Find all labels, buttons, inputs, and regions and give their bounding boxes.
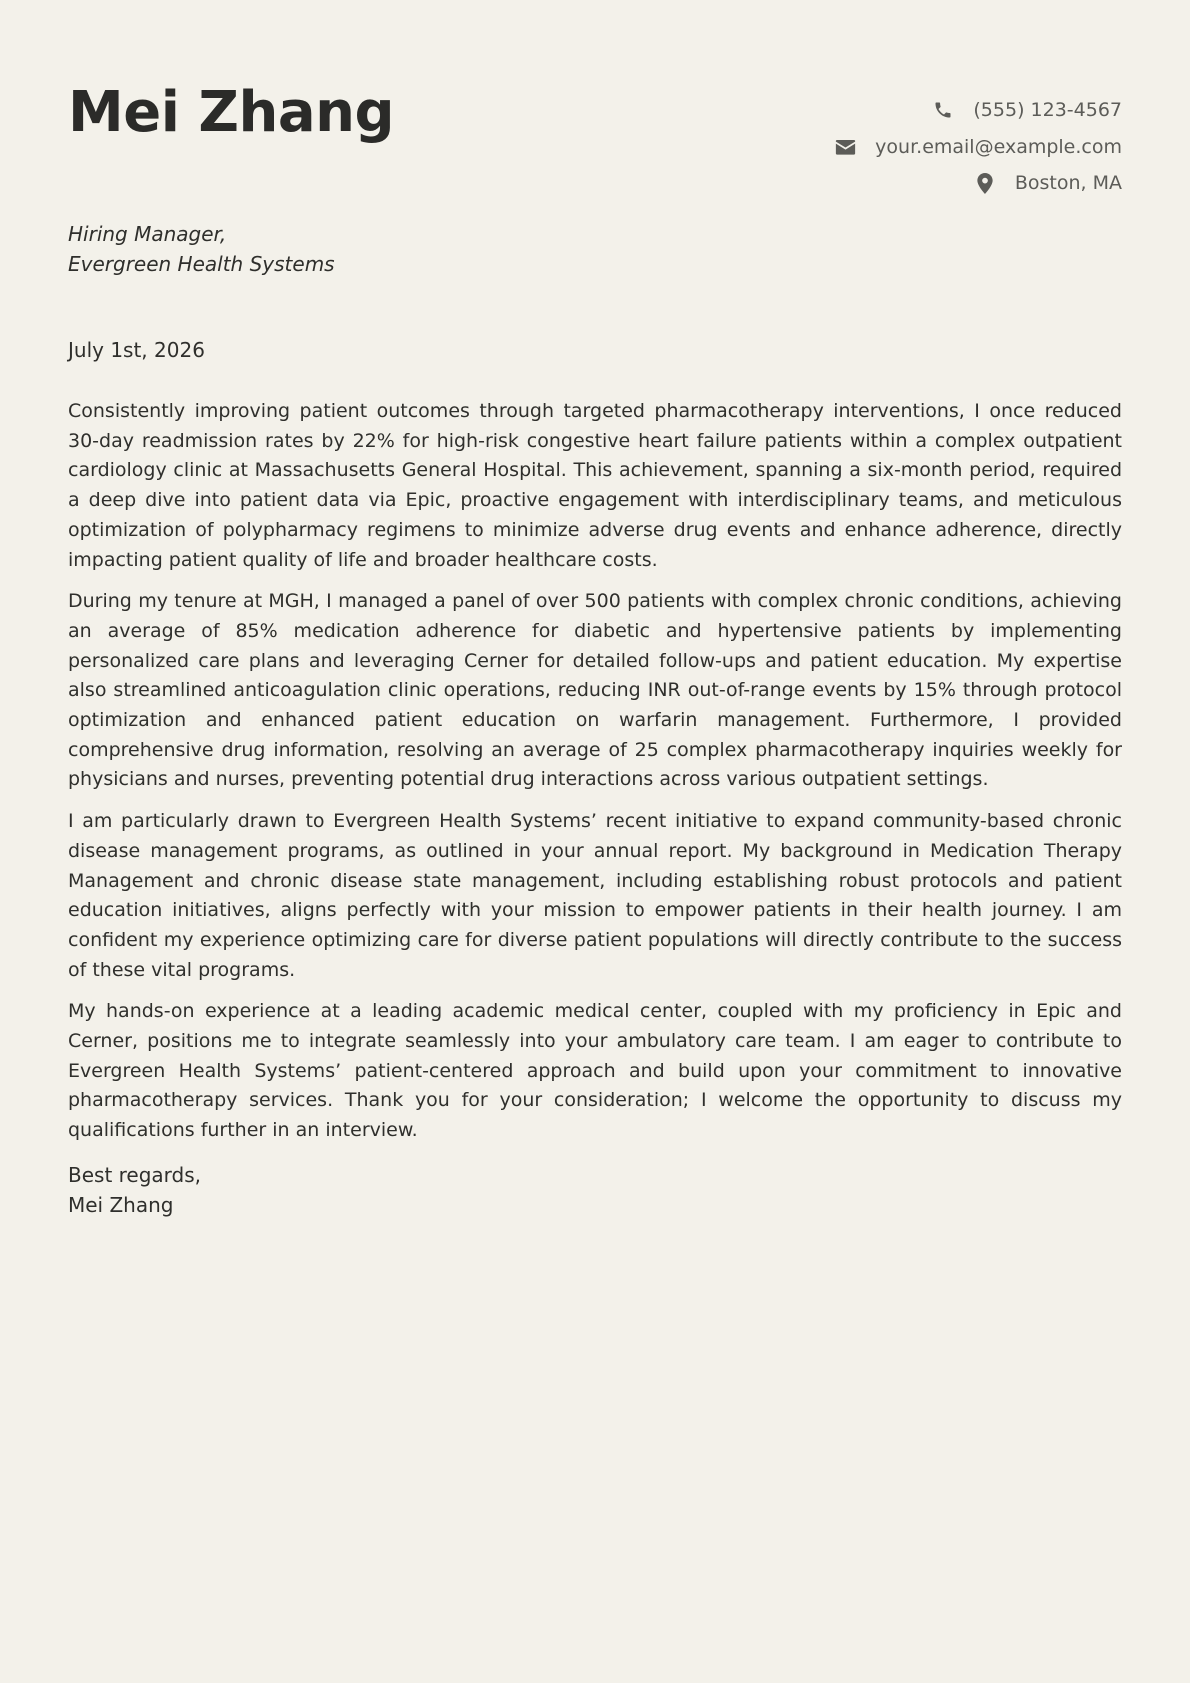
contact-info	[702, 92, 1122, 202]
applicant-name: Mei Zhang	[68, 80, 395, 145]
closing-signature: Mei Zhang	[68, 1193, 174, 1217]
letter-date: July 1st, 2026	[68, 338, 205, 362]
map-pin-icon	[974, 172, 996, 194]
email-text[interactable]: your.email@example.com	[875, 135, 1122, 158]
letter-closing	[68, 1160, 201, 1220]
contact-location	[702, 165, 1122, 202]
body-paragraph-3: I am particularly drawn to Evergreen Health Systems’ recent initiative to expand community-based chronic disease management programs, as outlined in your annual report. My background in Medication Therapy Management and chronic disease state management, including establishing robust protocols and patient education initiatives, aligns perfectly with your mission to empower patients in their health journey. I am confident my experience optimizing care for diverse patient populations will directly contribute to the success of these vital programs.	[68, 810, 1122, 981]
letter-body	[68, 397, 1122, 1158]
body-paragraph-1: Consistently improving patient outcomes through targeted pharmacotherapy interventions, I once reduced 30-day readmission rates by 22% for high-risk congestive heart failure patients within a complex outpatient cardiology clinic at Massachusetts General Hospital. This achievement, spanning a six-month period, required a deep dive into patient data via Epic, proactive engagement with interdisciplinary teams, and meticulous optimization of polypharmacy regimens to minimize adverse drug events and enhance adherence, directly impacting patient quality of life and broader healthcare costs.	[68, 400, 1122, 571]
body-paragraph-4: My hands-on experience at a leading academic medical center, coupled with my proficiency in Epic and Cerner, positions me to integrate seamlessly into your ambulatory care team. I am eager to contribute to Evergreen Health Systems’ patient-centered approach and build upon your commitment to innovative pharmacotherapy services. Thank you for your consideration; I welcome the opportunity to discuss my qualifications further in an interview.	[68, 1000, 1122, 1142]
recipient-block	[68, 219, 335, 279]
envelope-icon	[834, 136, 856, 158]
cover-letter-page	[68, 0, 1122, 1683]
contact-email	[702, 129, 1122, 166]
recipient-company: Evergreen Health Systems	[68, 252, 335, 276]
contact-phone	[702, 92, 1122, 129]
closing-salutation: Best regards,	[68, 1163, 202, 1187]
body-paragraph-2: During my tenure at MGH, I managed a panel of over 500 patients with complex chronic conditions, achieving an average of 85% medication adherence for diabetic and hypertensive patients by implementing personalized care plans and leveraging Cerner for detailed follow-ups and patient education. My expertise also streamlined anticoagulation clinic operations, reducing INR out-of-range events by 15% through protocol optimization and enhanced patient education on warfarin management. Furthermore, I provided comprehensive drug information, resolving an average of 25 complex pharmacotherapy inquiries weekly for physicians and nurses, preventing potential drug interactions across various outpatient settings.	[68, 590, 1122, 791]
phone-text[interactable]: (555) 123-4567	[973, 99, 1122, 122]
phone-icon	[932, 99, 954, 121]
recipient-title: Hiring Manager,	[68, 222, 227, 246]
letter-header	[68, 0, 1122, 210]
location-text: Boston, MA	[1014, 172, 1122, 195]
